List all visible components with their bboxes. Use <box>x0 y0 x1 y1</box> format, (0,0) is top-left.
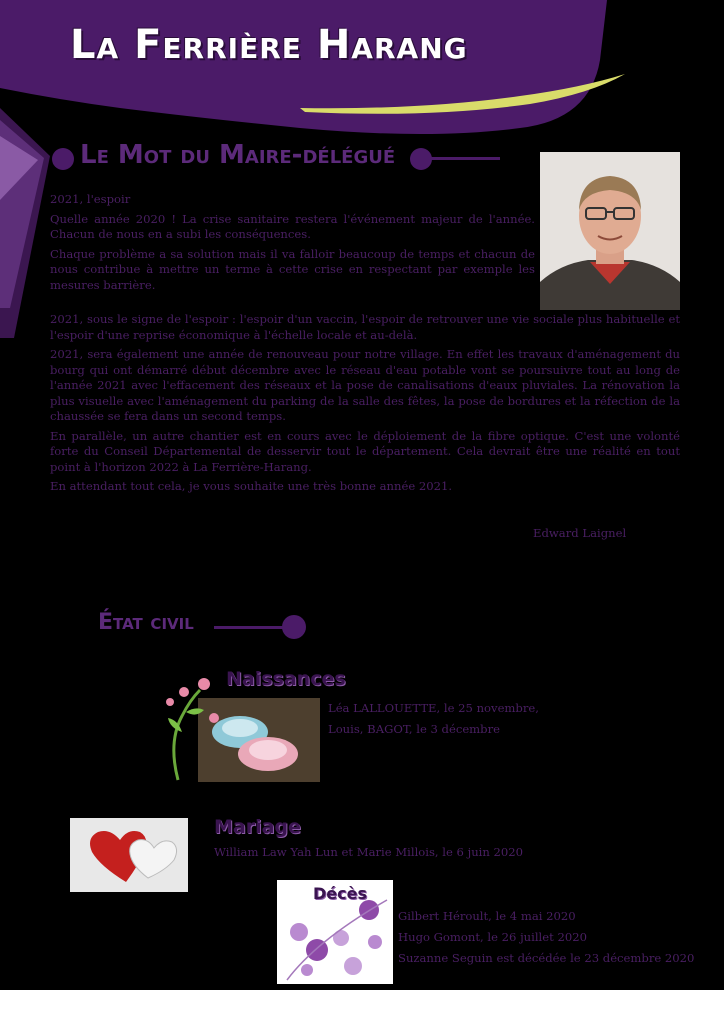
births-title: Naissances <box>226 668 346 690</box>
list-item: Gilbert Héroult, le 4 mai 2020 <box>398 909 576 923</box>
baby-shoes-image <box>160 672 320 790</box>
mayor-intro-text <box>50 192 535 297</box>
paragraph: En parallèle, un autre chantier est en cours avec le déploiement de la fibre optique. C'est une volonté forte du Conseil Départemental de desservir tout le département. Cela devrait être une réalité en tout point à l'horizon 2022 à La Ferrière-Harang. <box>50 428 680 474</box>
list-item: Louis, BAGOT, le 3 décembre <box>328 722 501 736</box>
marriage-list <box>214 842 523 863</box>
births-list <box>328 698 539 740</box>
paragraph: 2021, sous le signe de l'espoir : l'espoir d'un vaccin, l'espoir de retrouver une vie sociale plus habituelle et l'espoir d'une reprise économique à l'échelle locale et au-delà. <box>50 312 680 342</box>
list-item: Suzanne Seguin est décédée le 23 décembre 2020 <box>398 951 695 965</box>
paragraph: Chaque problème a sa solution mais il va falloir beaucoup de temps et chacun de nous contribue à mettre un terme à cette crise en respectant par exemple les mesures barrière. <box>50 246 535 292</box>
title-bullet-icon <box>46 146 80 172</box>
title-line-decoration <box>408 146 500 172</box>
site-title: La Ferrière Harang <box>70 22 468 68</box>
list-item: Léa LALLOUETTE, le 25 novembre, <box>328 701 539 715</box>
paragraph: 2021, sera également une année de renouveau pour notre village. En effet les travaux d'aménagement du bourg qui ont démarré début décembre avec le réseau d'eau potable vont se poursuivre tout au long de l'année 2021 avec l'effacement des réseaux et la pose de canalisations d'eaux pluviales. La rénovation la plus visuelle avec l'aménagement du parking de la salle des fêtes, la pose de bordures et la réfection de la chaussée se fera dans un second temps. <box>50 347 680 423</box>
mayor-signature: Edward Laignel <box>533 526 627 540</box>
hearts-image <box>70 818 188 892</box>
marriage-title: Mariage <box>214 816 301 838</box>
paragraph: Quelle année 2020 ! La crise sanitaire restera l'événement majeur de l'année. Chacun de nous en a subi les conséquences. <box>50 211 535 241</box>
civil-section-title: État civil <box>98 610 194 635</box>
deaths-title: Décès <box>313 884 367 903</box>
list-item: William Law Yah Lun et Marie Millois, le 6 juin 2020 <box>214 845 524 859</box>
title-line-decoration <box>214 614 310 640</box>
list-item: Hugo Gomont, le 26 juillet 2020 <box>398 930 587 944</box>
mayor-section-title: Le Mot du Maire-délégué <box>80 140 396 170</box>
deaths-list <box>398 906 694 969</box>
paragraph: 2021, l'espoir <box>50 192 131 206</box>
paragraph: En attendant tout cela, je vous souhaite une très bonne année 2021. <box>50 479 453 493</box>
mayor-photo <box>540 152 680 310</box>
mayor-full-text <box>50 312 680 499</box>
